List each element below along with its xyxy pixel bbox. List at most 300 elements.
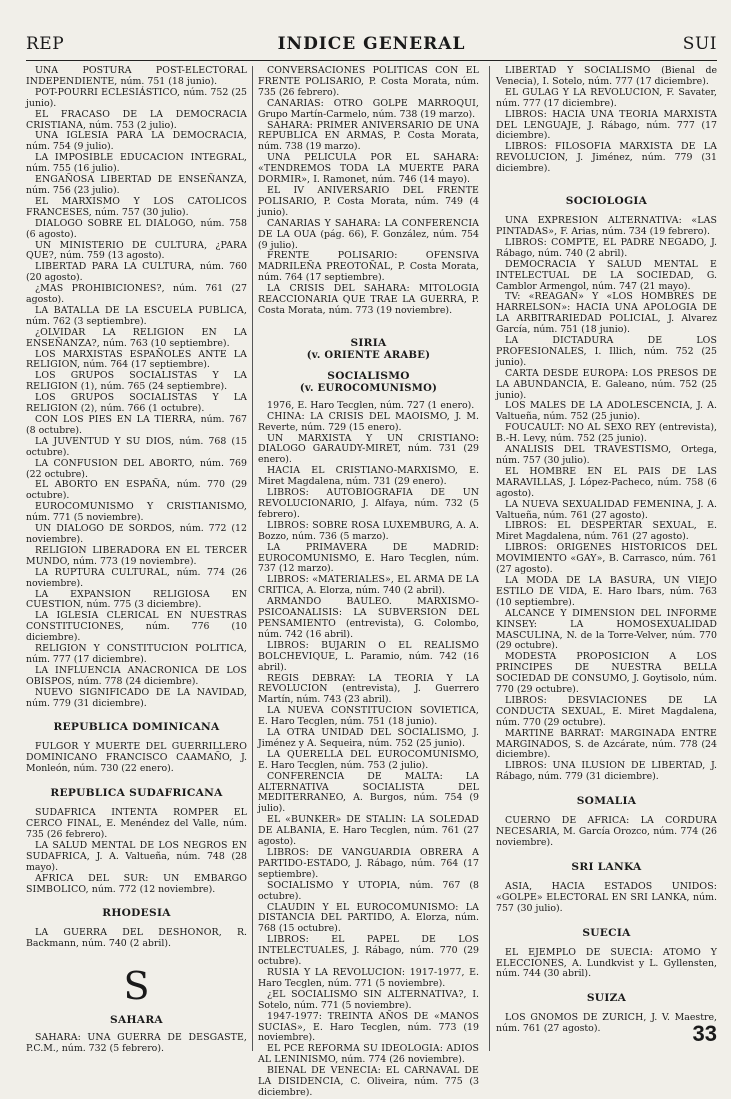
- entry-title: CONVERSACIONES POLITICAS CON EL FRENTE POLISARIO,: [258, 65, 479, 87]
- page-number: 33: [692, 1021, 717, 1046]
- section-title: SUECIA: [582, 926, 631, 939]
- entry-reference: J. A. Valtueña, núm. 748 (28 mayo).: [26, 850, 247, 873]
- index-entry: [26, 666, 247, 688]
- entry-reference: núm. 772 (12 noviembre).: [91, 883, 216, 895]
- index-entry: [496, 260, 717, 293]
- entry-title: TV: «REAGAN» Y «LOS HOMBRES DE HARRELSON»: HACIA UNA APOLOGIA DE LA ARBITRARIEDAD POLICIAL,: [496, 291, 717, 325]
- index-column-1: [26, 66, 247, 1056]
- index-entry: [26, 590, 247, 612]
- entry-reference: E. Galeano, núm. 752 (25 junio).: [496, 378, 717, 401]
- entry-reference: J. Rábago, núm. 779 (31 diciembre).: [496, 760, 717, 783]
- entry-title: LIBROS: «MATERIALES», EL ARMA DE LA CRITICA,: [258, 574, 479, 597]
- index-entry: [496, 652, 717, 696]
- entry-reference: núm. 766 (1 octubre).: [100, 403, 205, 415]
- index-entry: [496, 292, 717, 336]
- entry-title: LA DICTADURA DE LOS PROFESIONALES,: [496, 335, 717, 357]
- entry-title: RUSIA Y LA REVOLUCION: 1917-1977,: [267, 966, 470, 978]
- section-heading: [496, 795, 717, 808]
- entry-reference: P. Costa Morata, núm. 764 (17 septiembre).: [258, 261, 479, 284]
- index-entry: [496, 66, 717, 88]
- entry-reference: I. Ramonet, núm. 746 (14 mayo).: [313, 174, 471, 186]
- index-entry: [496, 816, 717, 849]
- index-entry: [496, 238, 717, 260]
- entry-title: FULGOR Y MUERTE DEL GUERRILLERO DOMINICANO FRANCISCO CAAMAÑO,: [26, 741, 247, 764]
- section-crossref: (v. EUROCOMUNISMO): [299, 382, 438, 394]
- entry-title: SAHARA: UNA GUERRA DE DESGASTE,: [35, 1032, 247, 1044]
- entry-title: LA IMPOSIBLE EDUCACION INTEGRAL,: [35, 152, 247, 164]
- entry-reference: núm. 753 (2 julio).: [89, 119, 177, 131]
- entry-reference: E. Haro Tecglen, núm. 737 (12 marzo).: [258, 552, 479, 575]
- index-entry: [26, 393, 247, 415]
- entry-reference: núm. 779 (31 diciembre).: [26, 697, 147, 709]
- index-entry: [258, 1044, 479, 1066]
- index-entry: [26, 688, 247, 710]
- index-entry: [26, 131, 247, 153]
- entry-reference: J. López-Pacheco, núm. 758 (6 agosto).: [496, 476, 717, 499]
- section-title: SOCIALISMO: [327, 369, 410, 382]
- entry-reference: (pág. 66), F. González, núm. 754 (9 julio).: [258, 228, 479, 251]
- entry-title: CARTA DESDE EUROPA: LOS PRESOS DE LA ABUNDANCIA,: [496, 367, 717, 390]
- entry-reference: E. Haro Tecglen, núm. 761 (27 agosto).: [258, 825, 479, 848]
- entry-title: LA BATALLA DE LA ESCUELA PUBLICA,: [35, 304, 247, 316]
- entry-title: LIBROS: HACIA UNA TEORIA MARXISTA DEL LENGUAJE,: [496, 108, 717, 131]
- entry-title: CANARIAS: OTRO GOLPE MARROQUI,: [267, 97, 479, 109]
- index-entry: [496, 142, 717, 175]
- entry-reference: núm. 769 (22 octubre).: [26, 457, 247, 480]
- index-entry: [258, 121, 479, 154]
- entry-reference: J. V. Maestre, núm. 761 (27 agosto).: [496, 1012, 718, 1035]
- index-entry: [26, 459, 247, 481]
- entry-title: UN MINISTERIO DE CULTURA, ¿PARA QUE?,: [26, 239, 247, 262]
- entry-reference: E. Miret Magdalena, núm. 770 (29 octubre).: [496, 705, 717, 728]
- entry-title: LOS MARXISTAS ESPAÑOLES ANTE LA RELIGION,: [26, 348, 247, 371]
- index-entry: [496, 369, 717, 402]
- entry-title: NUEVO SIGNIFICADO DE LA NAVIDAD,: [35, 686, 247, 698]
- entry-reference: E. Haro Tecglen, núm. 771 (5 noviembre).: [258, 966, 479, 989]
- entry-title: 1947-1977: TREINTA AÑOS DE «MANOS SUCIAS»,: [258, 1010, 479, 1033]
- entry-reference: núm. 754 (9 julio).: [26, 141, 114, 153]
- entry-reference: J. Rábago, núm. 770 (29 octubre).: [258, 945, 479, 968]
- entry-title: ASIA, HACIA ESTADOS UNIDOS: «GOLPE» ELECTORAL EN SRI LANKA,: [496, 880, 717, 903]
- index-entry: [258, 674, 479, 707]
- section-title: SOCIOLOGIA: [565, 195, 648, 208]
- entry-title: LIBROS: EL PAPEL DE LOS INTELECTUALES,: [258, 934, 479, 957]
- page-header: [26, 34, 717, 58]
- entry-title: ANALISIS DEL TRAVESTISMO,: [505, 444, 681, 456]
- entry-reference: J. Alfaya, núm. 732 (5 febrero).: [258, 498, 479, 520]
- entry-title: POT-POURRI ECLESIÁSTICO,: [35, 86, 184, 98]
- entry-title: LA IGLESIA CLERICAL EN NUESTRAS CONSTITUCIONES,: [26, 610, 247, 633]
- entry-title: LIBROS: EL DESPERTAR SEXUAL,: [505, 520, 708, 532]
- entry-title: RELIGION Y CONSTITUCION POLITICA,: [35, 643, 247, 655]
- entry-reference: L. Paramio, núm. 742 (16 abril).: [258, 650, 479, 673]
- header-range-start: REP: [26, 34, 65, 54]
- index-entry: [26, 568, 247, 590]
- entry-reference: B. Carrasco, núm. 761 (27 agosto).: [496, 553, 717, 576]
- header-rule: [26, 60, 717, 61]
- entry-reference: J. A. Valtueña, núm. 752 (25 junio).: [496, 400, 717, 423]
- entry-title: SUDAFRICA INTENTA ROMPER EL CERCO FINAL,: [26, 807, 247, 830]
- section-title: REPUBLICA DOMINICANA: [53, 721, 220, 734]
- index-entry: [258, 772, 479, 816]
- index-entry: [496, 467, 717, 500]
- entry-title: MARTINE BARRAT: MARGINADA ENTRE MARGINADOS,: [496, 727, 717, 750]
- section-heading: [258, 370, 479, 395]
- entry-reference: núm. 751 (18 junio).: [120, 75, 218, 87]
- entry-reference: S. de Azcárate, núm. 778 (24 diciembre).: [496, 738, 717, 761]
- entry-title: ALCANCE Y DIMENSION DEL INFORME KINSEY: LA HOMOSEXUALIDAD MASCULINA,: [496, 607, 717, 641]
- entry-reference: A. A. Bozzo, núm. 736 (5 marzo).: [258, 519, 479, 542]
- entry-reference: J. Alvarez García, núm. 751 (18 junio).: [496, 313, 717, 336]
- index-entry: [258, 99, 479, 121]
- entry-title: ¿MAS PROHIBICIONES?,: [35, 283, 174, 295]
- index-entry: [496, 609, 717, 653]
- index-entry: [258, 881, 479, 903]
- entry-reference: I. Illich, núm. 752 (25 junio).: [496, 345, 717, 368]
- entry-reference: núm. 770 (29 octubre).: [26, 479, 247, 502]
- entry-reference: núm. 757 (30 julio).: [94, 206, 189, 218]
- entry-reference: J. A. Valtueña, núm. 761 (27 agosto).: [496, 498, 717, 521]
- entry-title: UNA EXPRESION ALTERNATIVA: «LAS PINTADAS»,: [496, 215, 717, 237]
- entry-reference: (entrevista), G. Colombo, núm. 742 (16 abril).: [258, 617, 479, 640]
- entry-title: REGIS DEBRAY: LA TEORIA Y LA REVOLUCION: [258, 672, 479, 695]
- index-entry: [26, 350, 247, 372]
- entry-title: CUERNO DE AFRICA: LA CORDURA NECESARIA,: [496, 815, 717, 838]
- index-entry: [258, 597, 479, 641]
- entry-title: LIBROS: DE VANGUARDIA OBRERA A PARTIDO-ESTADO,: [258, 847, 479, 869]
- entry-title: ARMANDO BAULEO. MARXISMO-PSICOANALISIS: LA SUBVERSION DEL PENSAMIENTO: [258, 596, 479, 629]
- entry-title: LA QUERELLA DEL EUROCOMUNISMO,: [267, 748, 479, 760]
- index-entry: [496, 696, 717, 729]
- index-entry: [496, 216, 717, 238]
- entry-reference: E. Haro Tecglen, núm. 773 (19 noviembre).: [258, 1021, 479, 1044]
- entry-reference: núm. 767 (8 octubre).: [258, 879, 479, 902]
- entry-reference: M. García Orozco, núm. 774 (26 noviembre).: [496, 826, 717, 848]
- entry-title: EL EJEMPLO DE SUECIA: ATOMO Y ELECCIONES,: [496, 946, 717, 969]
- entry-reference: núm. 765 (24 septiembre).: [100, 381, 228, 393]
- entry-title: MODESTA PROPOSICION A LOS PRINCIPES DE NUESTRA BELLA SOCIEDAD DE CONSUMO,: [496, 651, 717, 685]
- section-title: RHODESIA: [102, 907, 171, 920]
- entry-reference: núm. 761 (27 agosto).: [26, 283, 247, 306]
- index-entry: [258, 815, 479, 848]
- entry-reference: P. Costa Morata, núm. 773 (19 noviembre).: [258, 294, 479, 316]
- section-title: SOMALIA: [576, 795, 637, 808]
- section-heading: [496, 861, 717, 874]
- index-entry: [258, 706, 479, 728]
- entry-reference: núm. 758 (6 agosto).: [26, 217, 247, 240]
- index-entry: [26, 284, 247, 306]
- entry-title: UNA PELICULA POR EL SAHARA: «TENDREMOS TODA LA MUERTE PARA DORMIR»,: [258, 152, 479, 186]
- entry-title: LA JUVENTUD Y SU DIOS,: [35, 435, 180, 447]
- index-entry: [26, 371, 247, 393]
- entry-reference: E. Haro Tecglen, núm. 751 (18 junio).: [258, 716, 438, 728]
- entry-reference: A. Lundkvist y L. Gyllensten, núm. 744 (30 abril).: [496, 957, 717, 980]
- entry-reference: P. Costa Morata, núm. 738 (19 marzo).: [258, 130, 479, 153]
- entry-reference: núm. 768 (15 octubre).: [26, 435, 247, 458]
- section-heading: [26, 907, 247, 920]
- entry-title: LIBROS: BUJARIN O EL REALISMO BOLCHEVIQUE,: [258, 639, 479, 662]
- entry-title: 1976,: [267, 399, 298, 411]
- entry-title: RELIGION LIBERADORA EN EL TERCER MUNDO,: [26, 544, 247, 567]
- entry-reference: J. Goytisolo, núm. 770 (29 octubre).: [496, 673, 717, 696]
- entry-title: LA OTRA UNIDAD DEL SOCIALISMO,: [267, 727, 473, 739]
- entry-title: SAHARA: PRIMER ANIVERSARIO DE UNA REPUBLICA EN ARMAS,: [258, 119, 479, 142]
- index-entry: [258, 412, 479, 434]
- section-title: SUIZA: [586, 992, 627, 1005]
- entry-title: EUROCOMUNISMO Y CRISTIANISMO,: [35, 501, 247, 513]
- index-entry: [26, 153, 247, 175]
- entry-reference: J. Rábago, núm. 740 (2 abril).: [496, 236, 717, 259]
- index-entry: [496, 576, 717, 609]
- section-heading: [258, 337, 479, 362]
- entry-reference: J. Jiménez, núm. 779 (31 diciembre).: [496, 152, 717, 175]
- entry-reference: C. Oliveira, núm. 775 (3 diciembre).: [258, 1076, 479, 1098]
- entry-title: LA INFLUENCIA ANACRONICA DE LOS OBISPOS,: [26, 664, 247, 687]
- entry-title: LIBROS: COMPTE, EL PADRE NEGADO,: [505, 236, 711, 248]
- index-columns: [26, 65, 719, 1098]
- entry-title: EL PCE REFORMA SU IDEOLOGIA: ADIOS AL LENINISMO,: [258, 1043, 479, 1066]
- index-entry: [258, 641, 479, 674]
- entry-title: LA PRIMAVERA DE MADRID: EUROCOMUNISMO,: [258, 541, 479, 564]
- index-entry: [26, 524, 247, 546]
- index-entry: [26, 1033, 247, 1055]
- header-title: INDICE GENERAL: [277, 34, 466, 54]
- section-heading: [496, 195, 717, 208]
- index-entry: [258, 543, 479, 576]
- entry-title: UN MARXISTA Y UN CRISTIANO: DIALOGO GARAUDY-MIRET,: [258, 432, 479, 455]
- index-entry: [496, 500, 717, 522]
- entry-reference: núm. 757 (30 julio).: [496, 891, 717, 914]
- entry-reference: núm. 767 (8 octubre).: [26, 414, 247, 436]
- index-entry: [258, 575, 479, 597]
- index-entry: [496, 521, 717, 543]
- index-entry: [496, 948, 717, 981]
- entry-reference: E. Miret Magdalena, núm. 761 (27 agosto).: [496, 520, 717, 543]
- entry-title: LIBERTAD PARA LA CULTURA,: [35, 261, 200, 273]
- index-entry: [26, 241, 247, 263]
- index-entry: [258, 488, 479, 521]
- entry-reference: G. Camblor Armengol, núm. 747 (21 mayo).: [496, 269, 717, 292]
- index-entry: [26, 88, 247, 110]
- entry-reference: núm. 771 (5 noviembre).: [26, 512, 144, 524]
- entry-reference: R. Backmann, núm. 740 (2 abril).: [26, 927, 247, 950]
- index-entry: [496, 110, 717, 143]
- entry-reference: J. M. Reverte, núm. 729 (15 enero).: [258, 410, 480, 433]
- entry-title: LIBROS: FILOSOFIA MARXISTA DE LA REVOLUCION,: [496, 141, 717, 164]
- entry-reference: núm. 773 (19 noviembre).: [73, 555, 197, 567]
- index-entry: [258, 903, 479, 936]
- entry-reference: (Bienal de Venecia), I. Sotelo, núm. 777 (17 diciembre).: [496, 65, 717, 87]
- index-entry: [26, 66, 247, 88]
- index-entry: [496, 729, 717, 762]
- entry-title: LA CONFUSION DEL ABORTO,: [35, 457, 200, 469]
- index-entry: [496, 423, 717, 445]
- entry-title: FOUCAULT: NO AL SEXO REY: [505, 422, 659, 434]
- entry-title: UNA IGLESIA PARA LA DEMOCRACIA,: [35, 130, 247, 142]
- index-entry: [496, 543, 717, 576]
- index-entry: [496, 882, 717, 915]
- index-entry: [26, 415, 247, 437]
- index-entry: [258, 750, 479, 772]
- entry-reference: A. Elorza, núm. 768 (15 octubre).: [258, 912, 479, 935]
- index-entry: [26, 480, 247, 502]
- index-entry: [26, 197, 247, 219]
- entry-title: LA NUEVA CONSTITUCION SOVIETICA,: [267, 705, 479, 717]
- entry-title: DIALOGO SOBRE EL DIALOGO,: [35, 217, 201, 229]
- entry-reference: (entrevista), B.-H. Levy, núm. 752 (25 junio).: [496, 422, 717, 445]
- entry-title: ¿OLVIDAR LA RELIGION EN LA ENSEÑANZA?,: [26, 326, 247, 349]
- entry-title: EL «BUNKER» DE STALIN: LA SOLEDAD DE ALBANIA,: [258, 814, 479, 837]
- entry-title: LIBROS: ORIGENES HISTORICOS DEL MOVIMIENTO «GAY»,: [496, 542, 717, 565]
- index-entry: [258, 284, 479, 317]
- entry-title: LIBROS: DESVIACIONES DE LA CONDUCTA SEXUAL,: [496, 694, 717, 717]
- section-title: SAHARA: [110, 1014, 163, 1027]
- entry-reference: P.C.M., núm. 732 (5 febrero).: [26, 1043, 164, 1055]
- entry-title: EL IV ANIVERSARIO DEL FRENTE POLISARIO,: [258, 184, 479, 207]
- entry-title: LIBERTAD Y SOCIALISMO: [505, 65, 662, 76]
- entry-reference: núm. 760 (20 agosto).: [26, 261, 248, 284]
- entry-title: LOS GRUPOS SOCIALISTAS Y LA RELIGION (2),: [26, 392, 247, 415]
- index-entry: [258, 153, 479, 186]
- index-entry: [496, 445, 717, 467]
- index-entry: [258, 219, 479, 252]
- entry-reference: E. Haro Tecglen, núm. 753 (2 julio).: [258, 759, 429, 771]
- entry-title: SOCIALISMO Y UTOPIA,: [267, 879, 410, 891]
- index-entry: [258, 66, 479, 99]
- index-entry: [26, 742, 247, 775]
- section-heading: [26, 787, 247, 800]
- entry-title: UN DIALOGO DE SORDOS,: [35, 523, 180, 535]
- entry-title: FRENTE POLISARIO: OFENSIVA MADRILEÑA PREOTOÑAL,: [258, 250, 479, 273]
- header-range-end: SUI: [682, 34, 717, 54]
- entry-reference: Ortega, núm. 757 (30 julio).: [496, 444, 717, 466]
- entry-title: UNA POSTURA POST-ELECTORAL INDEPENDIENTE,: [26, 65, 247, 87]
- entry-reference: núm. 772 (12 noviembre).: [26, 523, 247, 545]
- entry-title: LA MODA DE LA BASURA, UN VIEJO ESTILO DE VIDA,: [496, 574, 717, 597]
- index-entry: [496, 1013, 717, 1035]
- entry-reference: I. Sotelo, núm. 771 (5 noviembre).: [258, 988, 479, 1011]
- index-entry: [26, 808, 247, 841]
- entry-reference: E. Haro Ibars, núm. 763 (10 septiembre).: [496, 585, 718, 608]
- index-entry: [258, 1012, 479, 1045]
- index-entry: [496, 88, 717, 110]
- entry-title: LIBROS: SOBRE ROSA LUXEMBURG,: [267, 519, 457, 531]
- entry-title: CLAUDIN Y EL EUROCOMUNISMO: LA DISTANCIA DEL PARTIDO,: [258, 901, 479, 924]
- entry-reference: Grupo Martín-Carmelo, núm. 738 (19 marzo).: [258, 108, 476, 120]
- index-entry: [258, 848, 479, 881]
- index-entry: [26, 306, 247, 328]
- entry-reference: núm. 774 (26 noviembre).: [341, 1054, 465, 1066]
- entry-reference: núm. 778 (24 diciembre).: [77, 675, 199, 687]
- entry-reference: núm. 777 (17 diciembre).: [26, 653, 147, 665]
- index-entry: [258, 251, 479, 284]
- index-entry: [26, 502, 247, 524]
- index-entry: [496, 336, 717, 369]
- index-entry: [258, 935, 479, 968]
- entry-title: EL HOMBRE EN EL PAIS DE LAS MARAVILLAS,: [496, 465, 717, 488]
- entry-reference: E. Menéndez del Valle, núm. 735 (26 febrero).: [26, 818, 247, 840]
- entry-title: LIBROS: UNA ILUSION DE LIBERTAD,: [505, 760, 711, 772]
- entry-reference: J. Rábago, núm. 764 (17 septiembre).: [258, 857, 479, 880]
- section-title: REPUBLICA SUDAFRICANA: [50, 787, 223, 800]
- entry-title: AFRICA DEL SUR: UN EMBARGO SIMBOLICO,: [26, 872, 247, 895]
- index-entry: [26, 262, 247, 284]
- index-entry: [258, 466, 479, 488]
- index-entry: [258, 968, 479, 990]
- index-entry: [26, 219, 247, 241]
- index-entry: [258, 521, 479, 543]
- entry-title: LA CRISIS DEL SAHARA: MITOLOGIA REACCIONARIA QUE TRAE LA GUERRA,: [258, 283, 479, 306]
- entry-reference: J. Jiménez y A. Sequeira, núm. 752 (25 junio).: [258, 727, 479, 749]
- entry-title: ¿EL SOCIALISMO SIN ALTERNATIVA?,: [267, 988, 473, 1000]
- entry-reference: P. Costa Morata, núm. 735 (26 febrero).: [258, 75, 479, 98]
- entry-reference: P. Costa Morata, núm. 749 (4 junio).: [258, 195, 479, 218]
- entry-reference: núm. 776 (10 diciembre).: [26, 621, 248, 644]
- entry-reference: núm. 775 (3 diciembre).: [86, 599, 202, 611]
- section-heading: [26, 721, 247, 734]
- index-entry: [26, 644, 247, 666]
- index-entry: [258, 728, 479, 750]
- entry-reference: núm. 764 (17 septiembre).: [83, 359, 210, 371]
- entry-reference: núm. 756 (23 julio).: [26, 184, 120, 196]
- entry-title: LA SALUD MENTAL DE LOS NEGROS EN SUDAFRICA,: [26, 839, 247, 862]
- entry-title: DEMOCRACIA Y SALUD MENTAL E INTELECTUAL DE LA SOCIEDAD,: [496, 258, 717, 281]
- entry-reference: J. Rábago, núm. 777 (17 diciembre).: [496, 119, 717, 142]
- section-heading: [496, 927, 717, 940]
- index-column-2: [258, 65, 480, 1098]
- entry-reference: núm. 755 (16 julio).: [26, 163, 120, 175]
- entry-reference: E. Miret Magdalena, núm. 731 (29 enero).: [258, 465, 479, 488]
- section-title: SIRIA: [350, 336, 387, 349]
- entry-reference: núm. 774 (26 noviembre).: [26, 566, 248, 589]
- entry-title: ENGAÑOSA LIBERTAD DE ENSEÑANZA,: [35, 174, 247, 186]
- entry-title: EL ABORTO EN ESPAÑA,: [35, 479, 177, 491]
- entry-title: LOS GNOMOS DE ZURICH,: [505, 1012, 652, 1024]
- entry-title: EL MARXISMO Y LOS CATOLICOS FRANCESES,: [26, 195, 247, 218]
- index-entry: [258, 1066, 479, 1099]
- index-entry: [258, 186, 479, 219]
- index-entry: [26, 175, 247, 197]
- entry-reference: J. Monleón, núm. 730 (22 enero).: [26, 752, 247, 775]
- entry-reference: A. Elorza, núm. 740 (2 abril).: [306, 585, 445, 597]
- entry-title: LA NUEVA SEXUALIDAD FEMENINA,: [505, 498, 698, 510]
- entry-title: EL FRACASO DE LA DEMOCRACIA CRISTIANA,: [26, 108, 247, 131]
- index-entry: [26, 841, 247, 874]
- index-entry: [26, 546, 247, 568]
- entry-reference: núm. 763 (10 septiembre).: [102, 337, 230, 349]
- entry-reference: núm. 759 (13 agosto).: [60, 250, 165, 262]
- index-entry: [26, 328, 247, 350]
- entry-title: HACIA EL CRISTIANO-MARXISMO,: [267, 465, 470, 477]
- entry-reference: F. Savater, núm. 777 (17 diciembre).: [496, 86, 717, 109]
- section-heading: [496, 992, 717, 1005]
- section-letter: S: [123, 964, 150, 1009]
- entry-title: BIENAL DE VENECIA: EL CARNAVAL DE LA DISIDENCIA,: [258, 1065, 479, 1088]
- index-entry: [496, 761, 717, 783]
- entry-title: CON LOS PIES EN LA TIERRA,: [35, 414, 201, 425]
- entry-title: CHINA: LA CRISIS DEL MAOISMO,: [267, 410, 456, 422]
- entry-reference: E. Haro Tecglen, núm. 727 (1 enero).: [297, 399, 475, 411]
- section-heading: [26, 1014, 247, 1027]
- index-entry: [258, 434, 479, 467]
- entry-title: LOS GRUPOS SOCIALISTAS Y LA RELIGION (1),: [26, 370, 247, 393]
- entry-title: EL GULAG Y LA REVOLUCION,: [505, 86, 667, 98]
- section-title: SRI LANKA: [571, 860, 642, 873]
- entry-reference: F. Arias, núm. 734 (19 febrero).: [560, 225, 711, 237]
- section-crossref: (v. ORIENTE ARABE): [306, 349, 431, 361]
- index-entry: [26, 437, 247, 459]
- entry-reference: núm. 762 (3 septiembre).: [26, 315, 147, 327]
